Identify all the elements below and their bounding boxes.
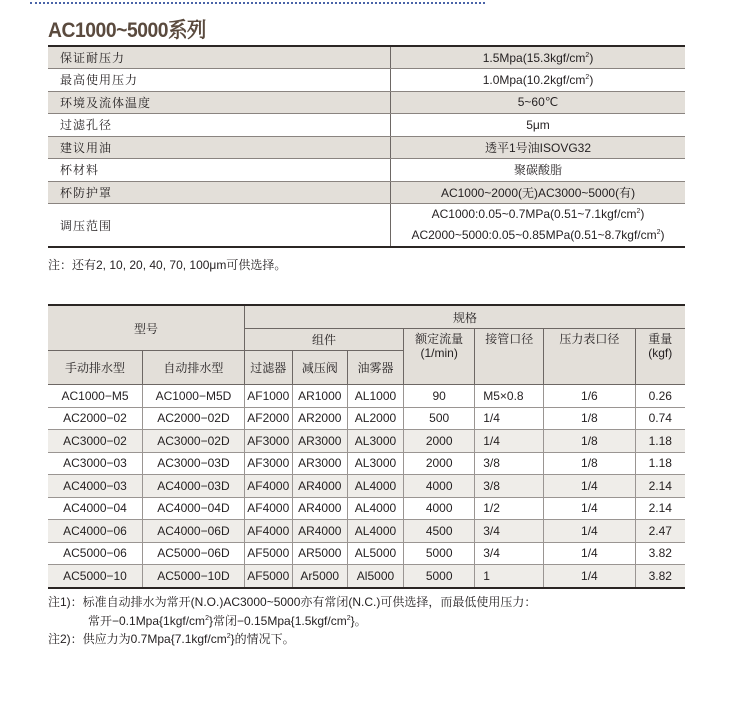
flow-cell: 2000 xyxy=(404,452,475,475)
flow-cell: 90 xyxy=(404,385,475,408)
table-row xyxy=(48,385,685,408)
weight-cell: 2.14 xyxy=(635,497,685,520)
auto-model-cell: AC3000−02D xyxy=(142,430,244,453)
gauge-port-cell: 1/8 xyxy=(544,430,635,453)
filter-cell: AF3000 xyxy=(244,430,292,453)
flow-cell: 4000 xyxy=(404,497,475,520)
spec-value: $1.5Mpa(15.3kgf/cm^2)$ xyxy=(391,46,686,69)
gauge-port-cell: 1/4 xyxy=(544,542,635,565)
manual-model-cell: AC4000−04 xyxy=(48,497,142,520)
auto-model-cell: AC1000−M5D xyxy=(142,385,244,408)
regulator-cell: AR4000 xyxy=(292,520,347,543)
port-size-cell: 3/4 xyxy=(475,542,544,565)
dotted-divider xyxy=(30,2,485,4)
header-weight: 重量 (kgf) xyxy=(635,329,685,385)
spec-value: 透平1号油ISOVG32 xyxy=(391,136,686,159)
table-row xyxy=(48,497,685,520)
regulator-cell: AR4000 xyxy=(292,497,347,520)
port-size-cell: M5×0.8 xyxy=(475,385,544,408)
filter-cell: AF2000 xyxy=(244,407,292,430)
lubricator-cell: AL3000 xyxy=(347,430,403,453)
gauge-port-cell: 1/4 xyxy=(544,565,635,588)
manual-model-cell: AC4000−03 xyxy=(48,475,142,498)
lubricator-cell: AL4000 xyxy=(347,497,403,520)
note-1-continued: 常开$-0.1Mpa\{1kgf/cm^2\}$常闭$-0.15Mpa\{1.5kgf/cm^2\}$。 xyxy=(88,613,367,628)
table-row xyxy=(48,565,685,588)
weight-cell: 3.82 xyxy=(635,565,685,588)
regulator-cell: AR3000 xyxy=(292,430,347,453)
lubricator-cell: Al5000 xyxy=(347,565,403,588)
weight-cell: 1.18 xyxy=(635,430,685,453)
weight-cell: 0.26 xyxy=(635,385,685,408)
lubricator-cell: AL3000 xyxy=(347,452,403,475)
spec-row xyxy=(48,46,685,69)
header-filter: 过滤器 xyxy=(244,351,292,385)
auto-model-cell: AC5000−10D xyxy=(142,565,244,588)
flow-cell: 4000 xyxy=(404,475,475,498)
flow-cell: 5000 xyxy=(404,565,475,588)
flow-cell: 4500 xyxy=(404,520,475,543)
flow-cell: 2000 xyxy=(404,430,475,453)
auto-model-cell: AC4000−04D xyxy=(142,497,244,520)
table-row xyxy=(48,542,685,565)
regulator-cell: AR5000 xyxy=(292,542,347,565)
gauge-port-cell: 1/4 xyxy=(544,497,635,520)
manual-model-cell: AC5000−10 xyxy=(48,565,142,588)
port-size-cell: 3/8 xyxy=(475,452,544,475)
table-row xyxy=(48,430,685,453)
table-row xyxy=(48,452,685,475)
spec-value: 聚碳酸脂 xyxy=(391,159,686,182)
flow-cell: 500 xyxy=(404,407,475,430)
auto-model-cell: AC3000−03D xyxy=(142,452,244,475)
manual-model-cell: AC3000−02 xyxy=(48,430,142,453)
spec-row xyxy=(48,91,685,114)
note-2: 注2)：供应力为$0.7Mpa\{7.1kgf/cm^2\}$的情况下。 xyxy=(48,632,295,646)
spec-label: 最高使用压力 xyxy=(48,69,391,92)
manual-model-cell: AC3000−03 xyxy=(48,452,142,475)
lubricator-cell: AL2000 xyxy=(347,407,403,430)
weight-cell: 3.82 xyxy=(635,542,685,565)
spec-label: 调压范围 xyxy=(48,204,391,248)
gauge-port-cell: 1/8 xyxy=(544,407,635,430)
spec-row xyxy=(48,159,685,182)
model-table xyxy=(48,304,685,589)
auto-model-cell: AC4000−06D xyxy=(142,520,244,543)
regulator-cell: Ar5000 xyxy=(292,565,347,588)
filter-note: 注：还有2, 10, 20, 40, 70, 100μm可供选择。 xyxy=(48,258,287,272)
regulator-cell: AR4000 xyxy=(292,475,347,498)
header-lubricator: 油雾器 xyxy=(347,351,403,385)
spec-value: $1.0Mpa(10.2kgf/cm^2)$ xyxy=(391,69,686,92)
lubricator-cell: AL4000 xyxy=(347,520,403,543)
header-regulator: 减压阀 xyxy=(292,351,347,385)
auto-model-cell: AC5000−06D xyxy=(142,542,244,565)
port-size-cell: 1 xyxy=(475,565,544,588)
manual-model-cell: AC5000−06 xyxy=(48,542,142,565)
spec-value: 5μm xyxy=(391,114,686,137)
lubricator-cell: AL1000 xyxy=(347,385,403,408)
gauge-port-cell: 1/4 xyxy=(544,475,635,498)
manual-model-cell: AC1000−M5 xyxy=(48,385,142,408)
weight-cell: 1.18 xyxy=(635,452,685,475)
spec-row xyxy=(48,69,685,92)
port-size-cell: 1/4 xyxy=(475,407,544,430)
spec-row xyxy=(48,136,685,159)
manual-model-cell: AC4000−06 xyxy=(48,520,142,543)
lubricator-cell: AL4000 xyxy=(347,475,403,498)
regulator-cell: AR1000 xyxy=(292,385,347,408)
spec-row xyxy=(48,181,685,204)
spec-value: 5~60℃ xyxy=(391,91,686,114)
header-model: 型号 xyxy=(48,305,244,351)
filter-cell: AF4000 xyxy=(244,475,292,498)
spec-row-range xyxy=(48,204,685,248)
auto-model-cell: AC4000−03D xyxy=(142,475,244,498)
page-title: AC1000~5000系列 xyxy=(48,19,206,42)
table-row xyxy=(48,520,685,543)
filter-cell: AF1000 xyxy=(244,385,292,408)
weight-cell: 2.14 xyxy=(635,475,685,498)
note-1: 注1)：标准自动排水为常开(N.O.)AC3000~5000亦有常闭(N.C.)可供选择，而最低使用压力： xyxy=(48,595,537,609)
lubricator-cell: AL5000 xyxy=(347,542,403,565)
filter-cell: AF4000 xyxy=(244,520,292,543)
spec-label: 建议用油 xyxy=(48,136,391,159)
weight-cell: 2.47 xyxy=(635,520,685,543)
header-flow: 额定流量 (1/min) xyxy=(404,329,475,385)
filter-cell: AF3000 xyxy=(244,452,292,475)
regulator-cell: AR2000 xyxy=(292,407,347,430)
range-line-1: $AC1000:0.05\sim 0.7MPa(0.51\sim 7.1kgf/cm^2)$ xyxy=(431,207,645,221)
table-row xyxy=(48,475,685,498)
weight-cell: 0.74 xyxy=(635,407,685,430)
header-gauge: 压力表口径 xyxy=(544,329,635,385)
filter-cell: AF5000 xyxy=(244,542,292,565)
spec-value: AC1000~2000(无)AC3000~5000(有) xyxy=(391,181,686,204)
auto-model-cell: AC2000−02D xyxy=(142,407,244,430)
gauge-port-cell: 1/6 xyxy=(544,385,635,408)
spec-label: 杯材料 xyxy=(48,159,391,182)
port-size-cell: 1/2 xyxy=(475,497,544,520)
header-manual: 手动排水型 xyxy=(48,351,142,385)
port-size-cell: 3/8 xyxy=(475,475,544,498)
manual-model-cell: AC2000−02 xyxy=(48,407,142,430)
spec-table xyxy=(48,45,685,248)
spec-label: 杯防护罩 xyxy=(48,181,391,204)
spec-value xyxy=(391,204,686,248)
gauge-port-cell: 1/4 xyxy=(544,520,635,543)
spec-row xyxy=(48,114,685,137)
spec-label: 过滤孔径 xyxy=(48,114,391,137)
footnotes xyxy=(48,593,536,649)
table-row xyxy=(48,407,685,430)
header-auto: 自动排水型 xyxy=(142,351,244,385)
header-spec: 规格 xyxy=(244,305,685,329)
spec-label: 环境及流体温度 xyxy=(48,91,391,114)
gauge-port-cell: 1/8 xyxy=(544,452,635,475)
filter-cell: AF5000 xyxy=(244,565,292,588)
spec-label: 保证耐压力 xyxy=(48,46,391,69)
filter-cell: AF4000 xyxy=(244,497,292,520)
flow-cell: 5000 xyxy=(404,542,475,565)
range-line-2: $AC2000\sim 5000:0.05\sim 0.85MPa(0.51\sim 8.7kgf/cm^2)$ xyxy=(411,228,665,242)
header-port: 接管口径 xyxy=(475,329,544,385)
port-size-cell: 1/4 xyxy=(475,430,544,453)
header-components: 组件 xyxy=(244,329,403,351)
regulator-cell: AR3000 xyxy=(292,452,347,475)
port-size-cell: 3/4 xyxy=(475,520,544,543)
